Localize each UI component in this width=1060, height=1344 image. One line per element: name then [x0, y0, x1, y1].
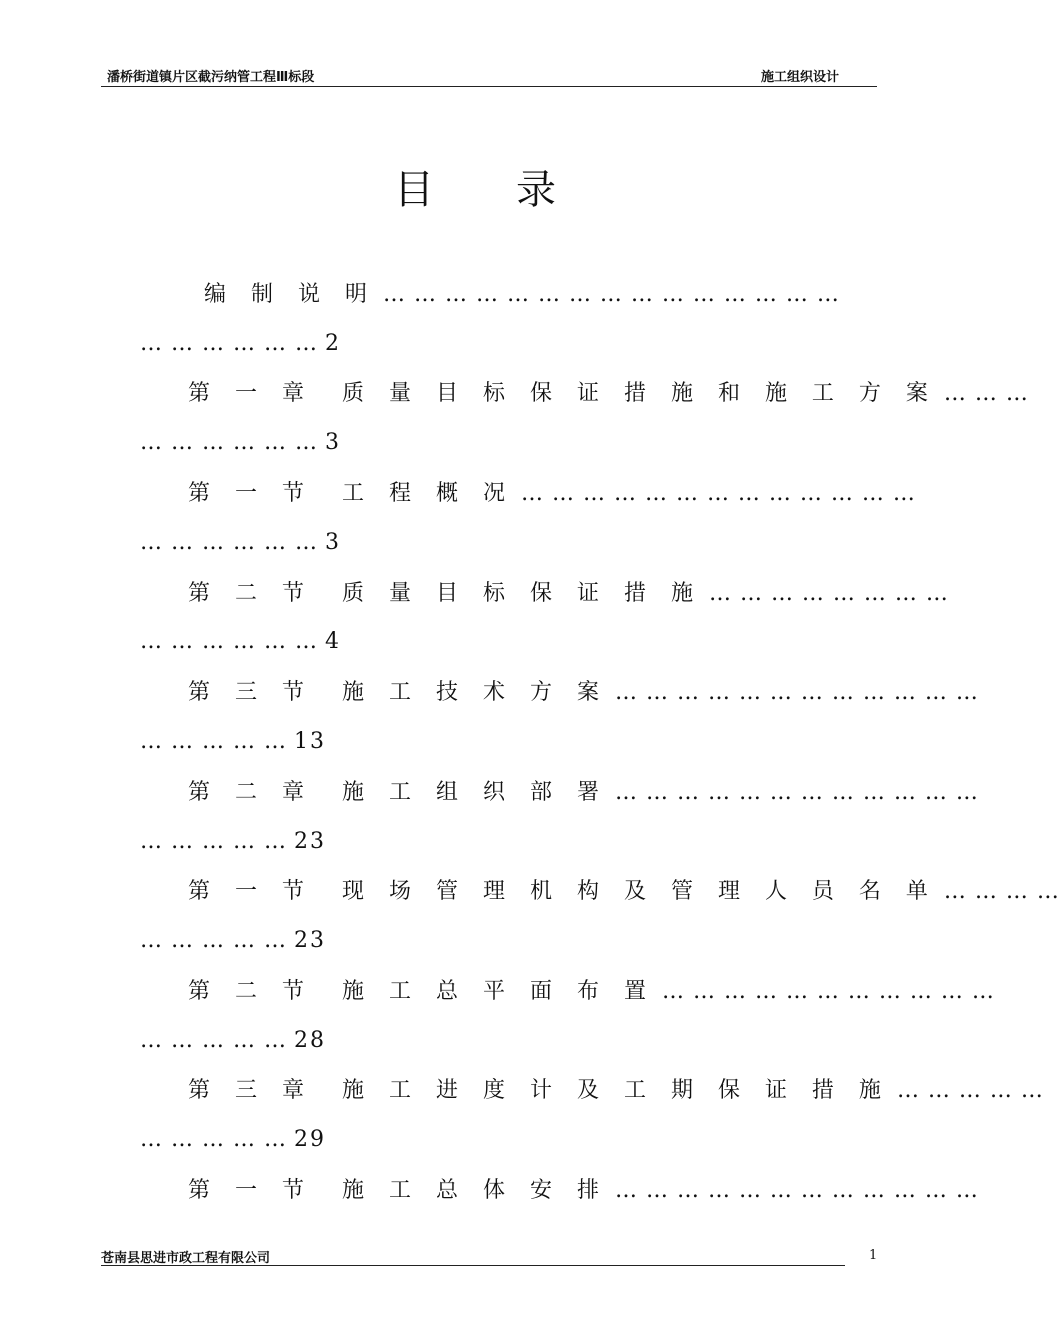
toc-entry-prefix: 第 二 节 — [188, 581, 313, 606]
toc-entry-continuation — [140, 827, 326, 857]
toc-dots: … … … … … — [896, 1078, 1044, 1103]
title-char-1: 目 — [394, 167, 434, 213]
toc-entry-title: 编 制 说 明 — [204, 282, 376, 307]
toc-entry-title: 施 工 总 体 安 排 — [342, 1178, 608, 1203]
title-char-2: 录 — [516, 167, 556, 213]
toc-entry-line[interactable] — [188, 479, 916, 509]
toc-entry-title: 施 工 进 度 计 及 工 期 保 证 措 施 — [342, 1078, 890, 1103]
header-doc-type: 施工组织设计 — [760, 70, 839, 85]
toc-entry-title: 施 工 总 平 面 布 置 — [342, 979, 655, 1004]
toc-entry-title: 现 场 管 理 机 构 及 管 理 人 员 名 单 — [342, 879, 937, 904]
toc-entry-continuation — [140, 627, 341, 657]
toc-entry-prefix: 第 一 章 — [188, 381, 313, 406]
toc-entry-continuation — [140, 1125, 326, 1155]
toc-page-number: 23 — [293, 928, 326, 953]
toc-entry-continuation — [140, 528, 341, 558]
toc-page-number: 13 — [293, 729, 326, 754]
toc-page-number: 23 — [293, 829, 326, 854]
toc-entry-continuation — [140, 428, 341, 458]
toc-page-number: 28 — [293, 1028, 326, 1053]
toc-entry-continuation — [140, 329, 341, 359]
toc-entry-line[interactable] — [188, 977, 995, 1007]
toc-page-number: 2 — [324, 331, 341, 356]
toc-entry-line[interactable] — [188, 1076, 1044, 1106]
toc-entry-line[interactable] — [188, 1176, 979, 1206]
toc-entry-prefix: 第 二 节 — [188, 979, 313, 1004]
toc-dots: … … … … … — [140, 729, 287, 754]
toc-dots: … … … … — [943, 879, 1060, 904]
toc-entry-title: 施 工 组 织 部 署 — [342, 780, 608, 805]
toc-page-number: 3 — [324, 530, 341, 555]
toc-entry-title: 施 工 技 术 方 案 — [342, 680, 608, 705]
toc-entry-prefix: 第 一 节 — [188, 1178, 313, 1203]
toc-dots: … … … … … … … … … … … … — [614, 680, 979, 705]
toc-entry-prefix: 第 一 节 — [188, 879, 313, 904]
toc-entry-title: 工 程 概 况 — [342, 481, 514, 506]
toc-entry-prefix: 第 三 节 — [188, 680, 313, 705]
toc-entry-continuation — [140, 1026, 326, 1056]
toc-dots: … … … … … … … … … … … … — [614, 1178, 979, 1203]
toc-entry-continuation — [140, 727, 326, 757]
toc-dots: … … … … … … … … … … … … — [614, 780, 979, 805]
toc-entry-line[interactable] — [188, 379, 1029, 409]
toc-dots: … … … … … … — [140, 629, 318, 654]
toc-page-number: 4 — [324, 629, 341, 654]
toc-entry-line[interactable] — [188, 877, 1060, 907]
toc-entry-line[interactable] — [204, 280, 840, 310]
toc-dots: … … … … … — [140, 829, 287, 854]
footer-company-name: 苍南县思进市政工程有限公司 — [101, 1251, 271, 1266]
toc-dots: … … … … … — [140, 928, 287, 953]
toc-dots: … … … … … … … … — [708, 581, 949, 606]
toc-dots: … … … … … — [140, 1028, 287, 1053]
toc-entry-continuation — [140, 926, 326, 956]
toc-entry-prefix: 第 三 章 — [188, 1078, 313, 1103]
toc-entry-line[interactable] — [188, 678, 979, 708]
toc-dots: … … … … … … … … … … … — [661, 979, 995, 1004]
toc-dots: … … … … … … … … … … … … … — [520, 481, 916, 506]
toc-entry-line[interactable] — [188, 579, 949, 609]
page-footer — [101, 1247, 845, 1266]
toc-entry-title: 质 量 目 标 保 证 措 施 — [342, 581, 702, 606]
footer-page-number: 1 — [869, 1248, 878, 1263]
toc-dots: … … … … … — [140, 1127, 287, 1152]
toc-entry-prefix: 第 一 节 — [188, 481, 313, 506]
toc-dots: … … … … … … — [140, 331, 318, 356]
toc-page-number: 29 — [293, 1127, 326, 1152]
toc-entry-prefix: 第 二 章 — [188, 780, 313, 805]
page-header — [101, 66, 877, 87]
toc-title — [0, 158, 950, 215]
toc-dots: … … … … … … — [140, 530, 318, 555]
toc-dots: … … … — [943, 381, 1029, 406]
toc-dots: … … … … … … — [140, 430, 318, 455]
toc-page-number: 3 — [324, 430, 341, 455]
toc-entry-title: 质 量 目 标 保 证 措 施 和 施 工 方 案 — [342, 381, 937, 406]
toc-entry-line[interactable] — [188, 778, 979, 808]
header-project-name: 潘桥街道镇片区截污纳管工程Ⅲ标段 — [107, 70, 315, 85]
toc-dots: … … … … … … … … … … … … … … … — [382, 282, 840, 307]
